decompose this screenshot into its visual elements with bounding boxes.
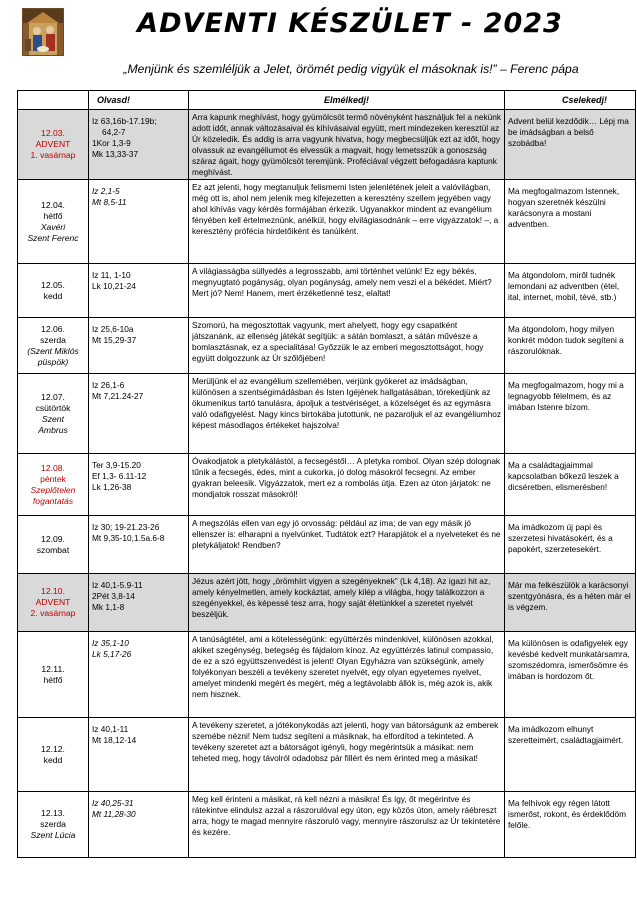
header-day [18, 91, 89, 110]
action-text: Ma megfogalmazom, hogy mi a legnagyobb félelmem, és az imában Istenre bízom. [505, 374, 636, 454]
day-date: 12.06. [41, 323, 65, 334]
day-label: hétfő [43, 674, 63, 685]
reading-ref: Mt 7,21.24-27 [92, 391, 144, 402]
reading-ref: Iz 11, 1-10 [92, 270, 131, 281]
table-row [18, 180, 636, 264]
day-date: 12.07. [41, 391, 65, 402]
day-label: csütörtök [35, 402, 71, 413]
reading-ref: Iz 40,1-5.9-11 [92, 580, 143, 591]
day-label: ADVENT [35, 597, 71, 608]
reading-cell [89, 632, 189, 718]
header-act: Cselekedj! [505, 91, 636, 110]
page-title: ADVENTI KÉSZÜLET - 2023 [137, 8, 563, 39]
table-row [18, 718, 636, 792]
action-text: Ma átgondolom, miről tudnék lemondani az adventben (étel, ital, internet, mobil, tévé, stb.) [505, 264, 636, 318]
day-feast: Szeplőtelen [30, 484, 76, 495]
day-cell [18, 318, 89, 374]
reading-ref: Iz 26,1-6 [92, 380, 125, 391]
reading-cell [89, 792, 189, 858]
reading-cell [89, 180, 189, 264]
reading-ref: Mk 13,33-37 [92, 149, 139, 159]
day-saint: Xavéri [40, 221, 66, 232]
day-cell [18, 516, 89, 574]
reading-ref: Mt 8,5-11 [92, 197, 127, 208]
reading-ref: Iz 63,16b-17.19b; [92, 116, 157, 126]
day-cell [18, 718, 89, 792]
advent-calendar-table [17, 90, 636, 858]
reading-ref: Mt 18,12-14 [92, 735, 137, 746]
nativity-painting [22, 8, 64, 56]
action-text: Advent belül kezdődik… Lépj ma be imádságban a belső szobádba! [505, 110, 636, 180]
day-cell [18, 632, 89, 718]
reading-cell [89, 264, 189, 318]
day-date: 12.11. [41, 663, 65, 674]
day-cell [18, 454, 89, 516]
action-text: Ma átgondolom, hogy milyen konkrét módon tudok segíteni a rászorulóknak. [505, 318, 636, 374]
day-cell [18, 264, 89, 318]
reading-ref: Ef 1,3- 6.11-12 [92, 471, 147, 482]
action-text: Ma imádkozom elhunyt szeretteimért, családtagjaimért. [505, 718, 636, 792]
reading-ref: Lk 10,21-24 [92, 281, 136, 292]
day-saint: püspök) [37, 356, 69, 367]
reading-cell [89, 374, 189, 454]
day-label: ADVENT [35, 139, 71, 150]
day-label: péntek [40, 473, 66, 484]
reading-ref: Lk 1,26-38 [92, 482, 132, 493]
meditation-text: Arra kapunk meghívást, hogy gyümölcsöt termő növényként használjuk fel a nekünk adott időt, annak változásaival és kihívásaival együtt, mert mindezeken keresztül az Úr közeledik. És addig is arra vagyunk hivatva, hogy megbecsüljük ezt az időt, hogy olvassuk az evangéliumot és elvessük a magvait, hogy lemetsszük a gonoszság száraz ágait, hogy gyümölcsöt teremjünk. Proféciával végzett befogadásra kaptunk meghívást. [189, 110, 505, 180]
meditation-text: A tanúságtétel, ami a kötelességünk: együttérzés mindenkivel, különösen azokkal, akiket szegénység, betegség és fájdalom kínoz. Az együttérzés latinul compassio, de ez a szó együttszenvedést is jelent! Olyan Egyházra van szükségünk, amely folyékonyan beszéli a tevékeny szeretet nyelvét, egy olyan egyetemes nyelvet, amelyet mindenki megért és megért, még a legtávolabb állók is, még azok is, akik nem hisznek. [189, 632, 505, 718]
reading-cell [89, 718, 189, 792]
day-saint: Ambrus [38, 424, 68, 435]
reading-cell [89, 454, 189, 516]
table-row [18, 516, 636, 574]
reading-cell [89, 516, 189, 574]
reading-ref: 2Pét 3,8-14 [92, 591, 135, 602]
day-date: 12.13. [41, 808, 65, 819]
header-reflect: Elmélkedj! [189, 91, 505, 110]
reading-ref: Iz 30; 19-21.23-26 [92, 522, 160, 533]
reading-ref: 1Kor 1,3-9 [92, 138, 131, 148]
meditation-text: Jézus azért jött, hogy „örömhírt vigyen a szegényeknek” (Lk 4,18). Az igazi hit az, amely kényelmetlen, amely kockáztat, amely kilép a világba, hogy találkozzon a szegényekkel, és képessé tesz arra, hogy saját életünkkel a szeretet nyelvét beszéljük. [189, 574, 505, 632]
reading-ref: Iz 35,1-10 [92, 638, 129, 649]
day-date: 12.09. [41, 533, 65, 544]
day-label: szerda [40, 819, 66, 830]
meditation-text: Szomorú, ha megosztottak vagyunk, mert ahelyett, hogy egy csapatként játszanánk, az ellenség játékát segítjük: a sátán bomlaszt, a sátán művésze a bomlasztásnak, ez a specialitása! Győzzük le az emberi megosztottságot, hogy együtt dolgozzunk az Úr szőlőjében! [189, 318, 505, 374]
reading-ref: Ter 3,9-15.20 [92, 460, 141, 471]
action-text: Ma megfogalmazom Istennek, hogyan szeretnék készülni karácsonyra a mostani adventben. [505, 180, 636, 264]
day-saint: (Szent Miklós [27, 345, 79, 356]
action-text: Ma különösen is odafigyelek egy kevésbé kedvelt munkatársamra, szomszédomra, ismerősömre és imában is hordozom őt. [505, 632, 636, 718]
meditation-text: Merüljünk el az evangélium szellemében, verjünk gyökeret az imádságban, különösen a szentségimádásban és Isten Igéjének hallgatásában, törekedjünk az ökumenikus tartó tanulásra, ápoljuk a testvériséget, a közelséget és az egymásra való odafigyelést. Nagy kincs birtokába jutottunk, ne pazaroljuk el az evangéliumhoz képest másodlagos értékeket hajszolva! [189, 374, 505, 454]
nativity-painting-art [23, 9, 63, 55]
day-saint: Szent Ferenc [27, 232, 79, 243]
day-saint: Szent Lúcia [30, 830, 76, 841]
meditation-text: Meg kell érinteni a másikat, rá kell nézni a másikra! És így, őt megérintve és rátekintve elindulsz azzal a rászorulóval egy úton, egy közös úton, amely ráébreszt arra, hogy te magad mennyire rászoruló vagy, mennyire rászorulsz az Úr tekintetére és kezére. [189, 792, 505, 858]
day-date: 12.04. [41, 199, 65, 210]
table-row [18, 318, 636, 374]
reading-cell [89, 574, 189, 632]
header-read: Olvasd! [89, 91, 189, 110]
reading-cell [89, 110, 189, 180]
day-cell [18, 110, 89, 180]
day-saint: Szent [42, 413, 64, 424]
reading-ref: Iz 2,1-5 [92, 186, 120, 197]
reading-cell [89, 318, 189, 374]
table-row [18, 792, 636, 858]
meditation-text: A megszólás ellen van egy jó orvosság: például az ima; de van egy másik jó ellenszer is: elharapni a nyelvünket. Tudtátok ezt? Harapjátok el a nyelveteket és ne pletykáljatok! Rendben? [189, 516, 505, 574]
day-date: 12.03. [41, 128, 65, 139]
day-cell [18, 792, 89, 858]
action-text: Ma imádkozom új papi és szerzetesi hivatásokért, és a papokért, szerzetesekért. [505, 516, 636, 574]
day-label: kedd [43, 754, 63, 765]
reading-ref: 64,2-7 [102, 127, 126, 137]
table-row [18, 264, 636, 318]
day-date: 12.08. [41, 462, 65, 473]
table-row [18, 110, 636, 180]
action-text: Ma felhívok egy régen látott ismerőst, rokont, és érdeklődöm felőle. [505, 792, 636, 858]
reading-ref: Iz 40,25-31 [92, 798, 134, 809]
meditation-text: Óvakodjatok a pletykálástól, a fecsegéstől… A pletyka rombol. Olyan szép dolognak tűnik a fecsegés, édes, mint a cukorka, jó dolog másokról fecsegni. Az ember gyakran beleesik. Vigyázzatok, mert ez a rombolás útja. Ezen az úton járjatok: ne mondjatok rosszat másokról! [189, 454, 505, 516]
table-row [18, 574, 636, 632]
reading-ref: Mt 15,29-37 [92, 335, 137, 346]
day-cell [18, 574, 89, 632]
day-label: szombat [36, 544, 70, 555]
day-date: 12.12. [41, 743, 65, 754]
pope-quote: „Menjünk és szemléljük a Jelet, örömét pedig vigyük el másoknak is!” – Ferenc pápa [123, 62, 579, 76]
reading-ref: Iz 25,6-10a [92, 324, 134, 335]
table-header-row [18, 91, 636, 110]
action-text: Ma a családtagjaimmal kapcsolatban bőkezű leszek a dicséretben, elismerésben! [505, 454, 636, 516]
table-row [18, 632, 636, 718]
day-label: kedd [43, 290, 63, 301]
day-label: 1. vasárnap [30, 150, 76, 161]
reading-ref: Lk 5,17-26 [92, 649, 132, 660]
meditation-text: A tevékeny szeretet, a jótékonykodás azt jelenti, hogy van bátorságunk az emberek szemébe nézni! Nem tudsz segíteni a másiknak, ha elfordítod a tekinteted. A tevékeny szeretet azt a bátorságot igényli, hogy megérintsük a másikat: nem teheted meg, hogy távolról odadobsz pár fillért és nem érinted meg a másikat! [189, 718, 505, 792]
meditation-text: Ez azt jelenti, hogy megtanuljuk felismerni Isten jelenlétének jeleit a valóvilágban, még ott is, ahol nem jelenik meg kifejezetten a keresztény szellem jegyében vagy ahol kihívás vagy kérdés formájában érkezik. Ugyanakkor mindent az evangélium fényében kell értelmeznünk, anélkül, hogy elvilágiasodnánk – erre vigyázzatok! –, a keresztény prófécia hirdetőiként és tanúiként. [189, 180, 505, 264]
day-label: 2. vasárnap [30, 608, 76, 619]
day-label: hétfő [43, 210, 63, 221]
reading-ref: Mt 11,28-30 [92, 809, 136, 820]
table-row [18, 454, 636, 516]
day-date: 12.10. [41, 586, 65, 597]
day-cell [18, 180, 89, 264]
day-date: 12.05. [41, 279, 65, 290]
meditation-text: A világiasságba süllyedés a legrosszabb, ami történhet velünk! Ez egy békés, megnyugtató pogányság, olyan pogányság, amely nem veszi el a békédet. Miért? Mert jó? Nem! Hanem, mert érzéketlenné tesz, elaltat! [189, 264, 505, 318]
reading-ref: Iz 40,1-11 [92, 724, 129, 735]
table-row [18, 374, 636, 454]
day-cell [18, 374, 89, 454]
reading-ref: Mk 1,1-8 [92, 602, 125, 613]
day-label: szerda [40, 334, 66, 345]
reading-ref: Mt 9,35-10,1.5a.6-8 [92, 533, 165, 544]
action-text: Már ma felkészülök a karácsonyi szentgyónásra, és a héten már el is végzem. [505, 574, 636, 632]
day-feast: fogantatás [32, 495, 74, 506]
